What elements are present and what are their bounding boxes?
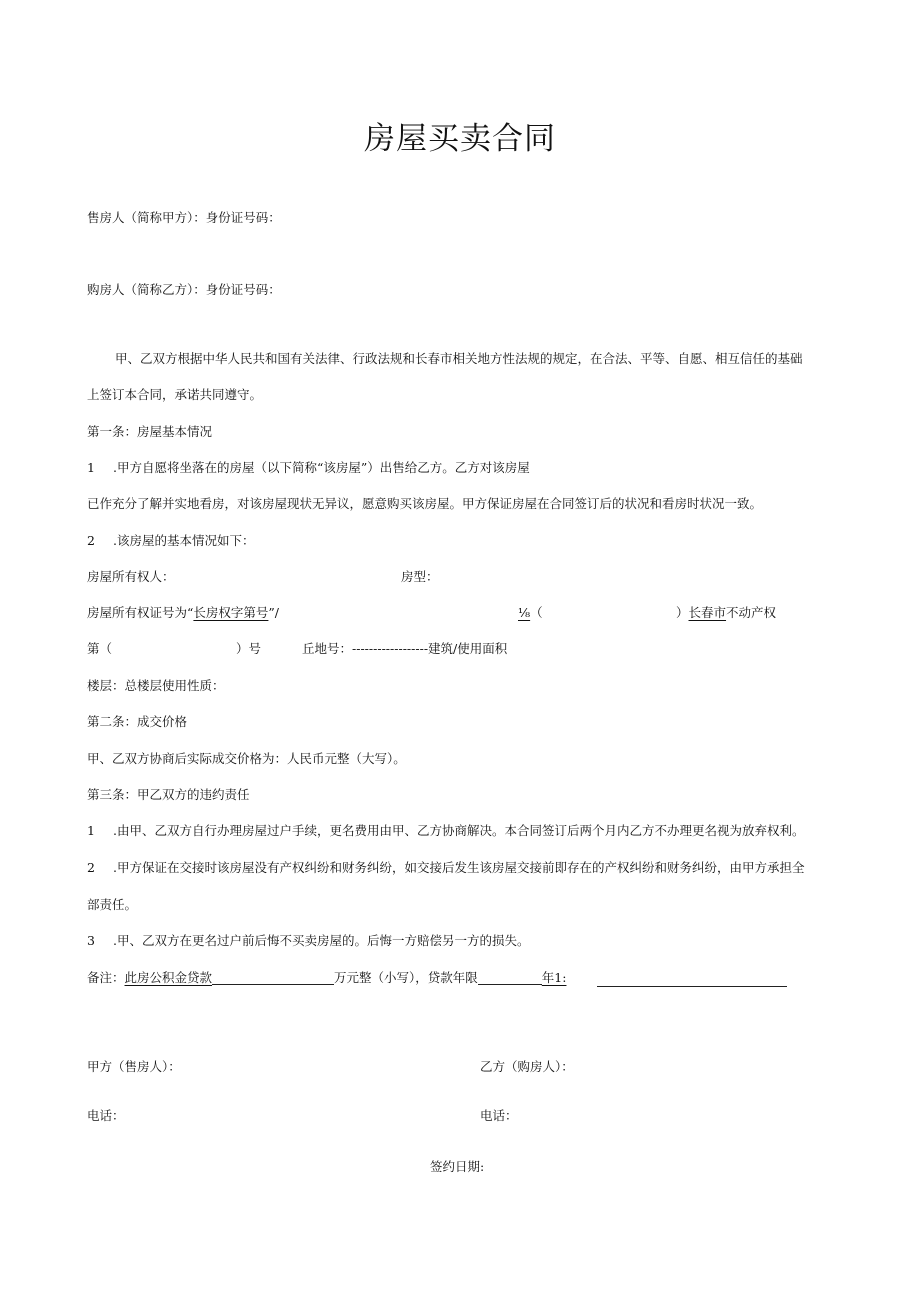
remarks-amount-unit: 万元整（小写），贷款年限 bbox=[334, 970, 478, 985]
article-3-item-1 bbox=[87, 823, 804, 839]
item-number: 1 bbox=[87, 823, 95, 838]
lot-line bbox=[302, 641, 507, 657]
seller-line: 售房人（简称甲方）：身份证号码： bbox=[87, 210, 281, 225]
item-text: .甲方保证在交接时该房屋没有产权纠纷和财务纠纷，如交接后发生该房屋交接前即存在的产权纠纷和财务纠纷，由甲方承担全 bbox=[113, 860, 805, 875]
item-number: 3 bbox=[87, 933, 95, 948]
article-2-heading: 第二条：成交价格 bbox=[87, 714, 188, 729]
remarks-loan: 此房公积金贷款 bbox=[124, 970, 213, 985]
item-text: .甲方自愿将坐落在的房屋（以下简称“该房屋”）出售给乙方。乙方对该房屋 bbox=[113, 460, 530, 475]
remarks-label: 备注： bbox=[87, 970, 125, 985]
article-3-item-2-continued: 部责任。 bbox=[87, 897, 138, 912]
intro-paragraph-line-1: 甲、乙双方根据中华人民共和国有关法律、行政法规和长春市相关地方性法规的规定，在合法、平等、自愿、相互信任的基础 bbox=[115, 351, 803, 366]
party-a-signature: 甲方（售房人）： bbox=[87, 1059, 181, 1074]
floor-line: 楼层：总楼层使用性质： bbox=[87, 678, 225, 693]
signing-date: 签约日期: bbox=[430, 1159, 485, 1174]
paren-close: ） bbox=[676, 605, 689, 620]
cert-suffix: ”/ bbox=[268, 605, 280, 620]
cert-prefix: 房屋所有权证号为“ bbox=[87, 605, 194, 620]
city-property-right bbox=[676, 605, 776, 621]
owner-label: 房屋所有权人： bbox=[87, 569, 175, 584]
item-number: 1 bbox=[87, 460, 95, 475]
loan-years-blank bbox=[478, 970, 542, 985]
intro-paragraph-line-2: 上签订本合同，承诺共同遵守。 bbox=[87, 387, 263, 402]
buyer-line: 购房人（简称乙方）：身份证号码： bbox=[87, 282, 281, 297]
remarks-line bbox=[87, 970, 566, 986]
article-1-item-1 bbox=[87, 460, 530, 476]
party-a-phone: 电话： bbox=[87, 1108, 125, 1123]
number-open: 第（ bbox=[87, 641, 113, 656]
remarks-years-unit: 年1: bbox=[541, 970, 567, 985]
area-label: 建筑/使用面积 bbox=[428, 641, 508, 656]
article-1-item-1-continued: 已作充分了解并实地看房，对该房屋现状无异议，愿意购买该房屋。甲方保证房屋在合同签订后的状况和看房时状况一致。 bbox=[87, 496, 763, 511]
cert-number-underlined: 长房权字第号 bbox=[193, 605, 269, 620]
article-3-item-3 bbox=[87, 933, 529, 949]
item-text: .该房屋的基本情况如下： bbox=[113, 533, 255, 548]
fraction-mark bbox=[518, 605, 543, 621]
party-b-signature: 乙方（购房人）： bbox=[480, 1059, 574, 1074]
item-number: 2 bbox=[87, 533, 95, 548]
city-suffix: 不动产权 bbox=[726, 605, 777, 620]
item-text: .甲、乙双方在更名过户前后悔不买卖房屋的。后悔一方赔偿另一方的损失。 bbox=[113, 933, 530, 948]
city-underlined: 长春市 bbox=[688, 605, 727, 620]
article-1-item-2 bbox=[87, 533, 254, 549]
lot-dashes: ------------------ bbox=[352, 641, 429, 656]
remarks-trailing-blank bbox=[597, 970, 787, 987]
page-title: 房屋买卖合同 bbox=[364, 121, 556, 157]
certificate-line bbox=[87, 605, 279, 621]
item-number: 2 bbox=[87, 860, 95, 875]
number-close: ）号 bbox=[236, 641, 262, 656]
room-type-label: 房型： bbox=[401, 569, 439, 584]
lot-label: 丘地号： bbox=[302, 641, 353, 656]
article-3-heading: 第三条：甲乙双方的违约责任 bbox=[87, 787, 250, 802]
party-b-phone: 电话： bbox=[480, 1108, 518, 1123]
article-2-text: 甲、乙双方协商后实际成交价格为：人民币元整（大写）。 bbox=[87, 751, 406, 766]
item-text: .由甲、乙双方自行办理房屋过户手续，更名费用由甲、乙方协商解决。本合同签订后两个月内乙方不办理更名视为放弃权利。 bbox=[113, 823, 805, 838]
fraction: ⅛ bbox=[518, 605, 531, 620]
article-1-heading: 第一条：房屋基本情况 bbox=[87, 424, 213, 439]
loan-amount-blank bbox=[212, 970, 334, 985]
article-3-item-2 bbox=[87, 860, 804, 876]
paren-open: （ bbox=[530, 605, 543, 620]
